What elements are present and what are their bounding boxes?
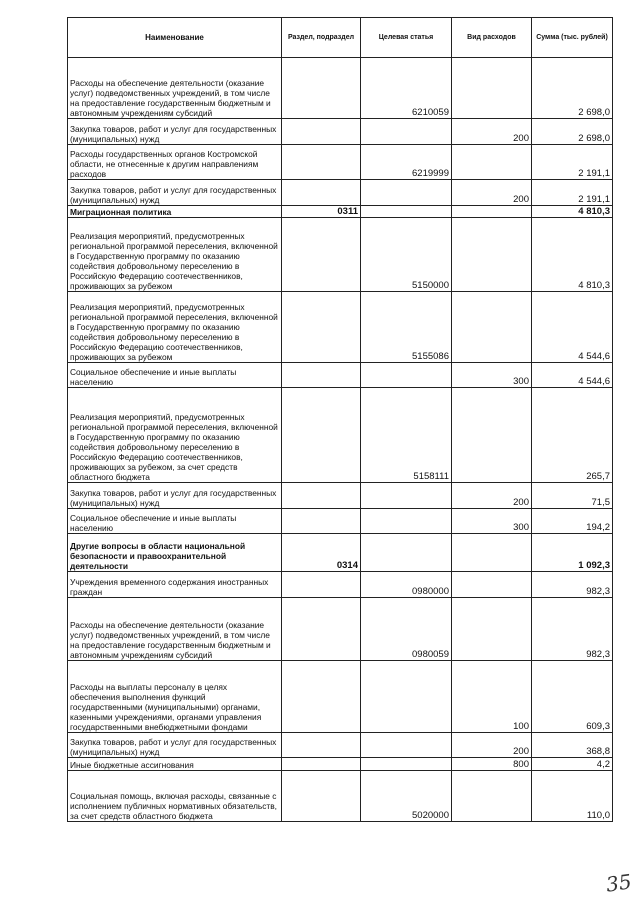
cell-kind <box>452 58 532 119</box>
cell-kind <box>452 534 532 572</box>
cell-name: Другие вопросы в области национальной безопасности и правоохранительной деятельности <box>68 534 282 572</box>
table-row <box>68 206 613 218</box>
cell-name: Миграционная политика <box>68 206 282 218</box>
budget-sheet <box>67 17 613 822</box>
cell-kind <box>452 598 532 661</box>
cell-sum: 982,3 <box>532 572 613 598</box>
table-row <box>68 218 613 292</box>
cell-name: Закупка товаров, работ и услуг для государственных (муниципальных) нужд <box>68 733 282 758</box>
cell-kind <box>452 145 532 180</box>
header-sum: Сумма (тыс. рублей) <box>532 18 613 58</box>
cell-sum: 2 191,1 <box>532 145 613 180</box>
cell-sum: 4 810,3 <box>532 206 613 218</box>
cell-name: Реализация мероприятий, предусмотренных региональной программой переселения, включенной в Государственную программу по оказанию содействия добровольному переселению в Российскую Федерацию соотечественников, проживающих за рубежом, за счет средств областного бюджета <box>68 388 282 483</box>
cell-name: Расходы государственных органов Костромской области, не отнесенные к другим направлениям расходов <box>68 145 282 180</box>
cell-target <box>361 733 452 758</box>
cell-kind: 300 <box>452 509 532 534</box>
cell-target <box>361 534 452 572</box>
cell-target: 6219999 <box>361 145 452 180</box>
cell-section <box>282 292 361 363</box>
cell-section <box>282 145 361 180</box>
cell-sum: 609,3 <box>532 661 613 733</box>
table-row <box>68 661 613 733</box>
cell-sum: 2 698,0 <box>532 119 613 145</box>
table-row <box>68 733 613 758</box>
cell-kind: 300 <box>452 363 532 388</box>
cell-name: Расходы на выплаты персоналу в целях обеспечения выполнения функций государственными (муниципальными) органами, казенными учреждениями, органами управления государственными внебюджетными фондами <box>68 661 282 733</box>
table-row <box>68 363 613 388</box>
cell-target <box>361 758 452 771</box>
cell-kind: 100 <box>452 661 532 733</box>
cell-target <box>361 509 452 534</box>
cell-name: Реализация мероприятий, предусмотренных региональной программой переселения, включенной в Государственную программу по оказанию содействия добровольному переселению в Российскую Федерацию соотечественников, проживающих за рубежом <box>68 292 282 363</box>
table-body <box>68 58 613 822</box>
cell-sum: 2 698,0 <box>532 58 613 119</box>
cell-section <box>282 363 361 388</box>
cell-section <box>282 180 361 206</box>
cell-section <box>282 572 361 598</box>
cell-section <box>282 598 361 661</box>
table-header-row <box>68 18 613 58</box>
cell-kind: 200 <box>452 483 532 509</box>
cell-sum: 4 810,3 <box>532 218 613 292</box>
cell-target <box>361 180 452 206</box>
table-row <box>68 58 613 119</box>
table-row <box>68 119 613 145</box>
cell-sum: 194,2 <box>532 509 613 534</box>
cell-name: Закупка товаров, работ и услуг для государственных (муниципальных) нужд <box>68 119 282 145</box>
cell-target: 5158111 <box>361 388 452 483</box>
cell-sum: 110,0 <box>532 771 613 822</box>
cell-name: Расходы на обеспечение деятельности (оказание услуг) подведомственных учреждений, в том числе на предоставление государственным бюджетным и автономным учреждениям субсидий <box>68 58 282 119</box>
cell-sum: 368,8 <box>532 733 613 758</box>
cell-name: Закупка товаров, работ и услуг для государственных (муниципальных) нужд <box>68 180 282 206</box>
cell-name: Расходы на обеспечение деятельности (оказание услуг) подведомственных учреждений, в том числе на предоставление государственным бюджетным и автономным учреждениям субсидий <box>68 598 282 661</box>
cell-section <box>282 758 361 771</box>
cell-sum: 71,5 <box>532 483 613 509</box>
cell-kind <box>452 206 532 218</box>
cell-target <box>361 119 452 145</box>
header-kind: Вид расходов <box>452 18 532 58</box>
cell-kind <box>452 388 532 483</box>
cell-target: 6210059 <box>361 58 452 119</box>
cell-section <box>282 483 361 509</box>
budget-table <box>67 17 613 822</box>
table-row <box>68 180 613 206</box>
cell-kind <box>452 292 532 363</box>
table-row <box>68 509 613 534</box>
table-row <box>68 771 613 822</box>
table-row <box>68 534 613 572</box>
header-name: Наименование <box>68 18 282 58</box>
cell-name: Реализация мероприятий, предусмотренных региональной программой переселения, включенной в Государственную программу по оказанию содействия добровольному переселению в Российскую Федерацию соотечественников, проживающих за рубежом <box>68 218 282 292</box>
cell-sum: 982,3 <box>532 598 613 661</box>
header-target: Целевая статья <box>361 18 452 58</box>
cell-kind: 200 <box>452 733 532 758</box>
cell-sum: 4,2 <box>532 758 613 771</box>
cell-target: 5150000 <box>361 218 452 292</box>
header-section: Раздел, подраздел <box>282 18 361 58</box>
table-row <box>68 598 613 661</box>
cell-target <box>361 661 452 733</box>
cell-name: Закупка товаров, работ и услуг для государственных (муниципальных) нужд <box>68 483 282 509</box>
cell-sum: 265,7 <box>532 388 613 483</box>
cell-kind <box>452 572 532 598</box>
cell-section: 0311 <box>282 206 361 218</box>
cell-target: 0980059 <box>361 598 452 661</box>
cell-target: 5020000 <box>361 771 452 822</box>
table-row <box>68 145 613 180</box>
cell-section: 0314 <box>282 534 361 572</box>
cell-name: Социальная помощь, включая расходы, связанные с исполнением публичных нормативных обязательств, за счет средств областного бюджета <box>68 771 282 822</box>
cell-target <box>361 363 452 388</box>
cell-sum: 4 544,6 <box>532 363 613 388</box>
table-row <box>68 572 613 598</box>
cell-section <box>282 218 361 292</box>
cell-section <box>282 771 361 822</box>
cell-section <box>282 388 361 483</box>
cell-target: 5155086 <box>361 292 452 363</box>
cell-section <box>282 58 361 119</box>
table-row <box>68 292 613 363</box>
cell-name: Учреждения временного содержания иностранных граждан <box>68 572 282 598</box>
cell-sum: 1 092,3 <box>532 534 613 572</box>
cell-name: Социальное обеспечение и иные выплаты населению <box>68 363 282 388</box>
cell-name: Иные бюджетные ассигнования <box>68 758 282 771</box>
cell-section <box>282 119 361 145</box>
cell-sum: 2 191,1 <box>532 180 613 206</box>
table-row <box>68 388 613 483</box>
cell-kind: 200 <box>452 180 532 206</box>
cell-section <box>282 733 361 758</box>
table-row <box>68 483 613 509</box>
cell-section <box>282 509 361 534</box>
cell-section <box>282 661 361 733</box>
cell-kind: 800 <box>452 758 532 771</box>
cell-kind: 200 <box>452 119 532 145</box>
cell-kind <box>452 771 532 822</box>
cell-target: 0980000 <box>361 572 452 598</box>
cell-sum: 4 544,6 <box>532 292 613 363</box>
table-row <box>68 758 613 771</box>
cell-target <box>361 206 452 218</box>
page-number: 35 <box>604 869 633 897</box>
cell-kind <box>452 218 532 292</box>
cell-name: Социальное обеспечение и иные выплаты населению <box>68 509 282 534</box>
cell-target <box>361 483 452 509</box>
